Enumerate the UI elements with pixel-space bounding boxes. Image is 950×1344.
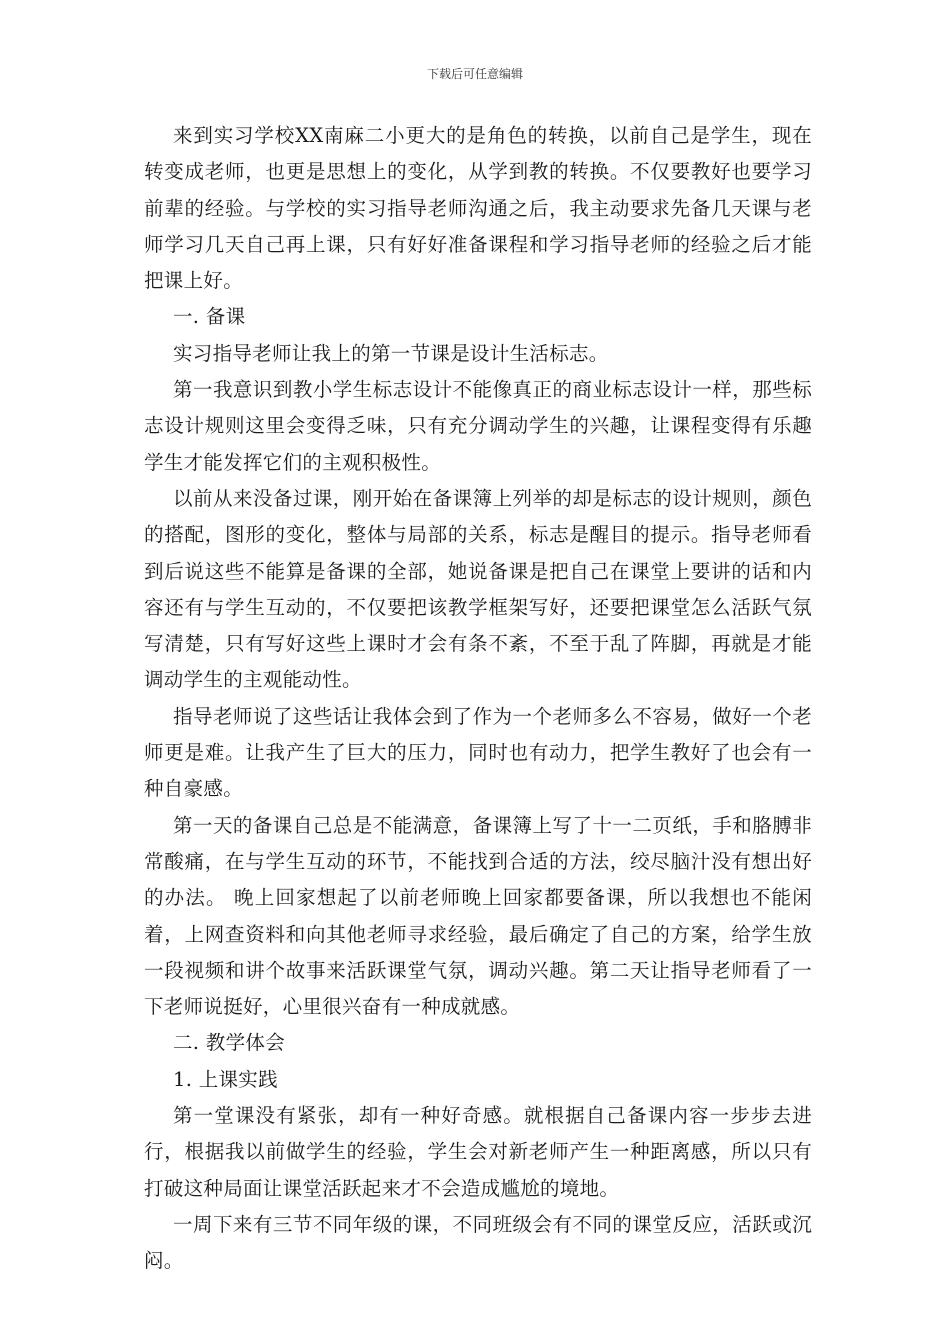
paragraph-logo-design: 第一我意识到教小学生标志设计不能像真正的商业标志设计一样，那些标志设计规则这里会变得乏味，只有充分调动学生的兴趣，让课程变得有乐趣学生才能发挥它们的主观积极性。 [144,378,812,474]
paragraph-intro: 来到实习学校XX南麻二小更大的是角色的转换，以前自己是学生，现在转变成老师，也更是思想上的变化，从学到教的转换。不仅要教好也要学习前辈的经验。与学校的实习指导老师沟通之后，我主动要求先备几天课与老师学习几天自己再上课，只有好好准备课程和学习指导老师的经验之后才能把课上好。 [144,124,812,293]
paragraph-first-class: 第一堂课没有紧张，却有一种好奇感。就根据自己备课内容一步步去进行，根据我以前做学生的经验，学生会对新老师产生一种距离感，所以只有打破这种局面让课堂活跃起来才不会造成尴尬的境地。 [144,1104,812,1200]
paragraph-reflection: 指导老师说了这些话让我体会到了作为一个老师多么不容易，做好一个老师更是难。让我产生了巨大的压力，同时也有动力，把学生教好了也会有一种自豪感。 [144,704,812,801]
section-heading-lesson-prep: 一. 备课 [173,305,246,329]
subsection-heading-practice: 1. 上课实践 [173,1067,278,1091]
paragraph-prep-process: 以前从来没备过课，刚开始在备课簿上列举的却是标志的设计规则，颜色的搭配，图形的变化，整体与局部的关系，标志是醒目的提示。指导老师看到后说这些不能算是备课的全部，她说备课是把自己在课堂上要讲的话和内容还有与学生互动的，不仅要把该教学框架写好，还要把课堂怎么活跃气氛写清楚，只有写好这些上课时才会有条不紊，不至于乱了阵脚，再就是才能调动学生的主观能动性。 [144,486,812,692]
paragraph-first-lesson: 实习指导老师让我上的第一节课是设计生活标志。 [173,341,609,365]
document-body [144,118,812,1280]
section-heading-teaching: 二. 教学体会 [173,1031,285,1055]
paragraph-first-day: 第一天的备课自己总是不能满意，备课簿上写了十一二页纸，手和胳膊非常酸痛，在与学生互动的环节，不能找到合适的方法，绞尽脑汁没有想出好的办法。 晚上回家想起了以前老师晚上回家都要备课，所以我想也不能闲着，上网查资料和向其他老师寻求经验，最后确定了自己的方案，给学生放一段视频和讲个故事来活跃课堂气氛，调动兴趣。第二天让指导老师看了一下老师说挺好，心里很兴奋有一种成就感。 [144,813,812,1019]
paragraph-week-summary: 一周下来有三节不同年级的课，不同班级会有不同的课堂反应，活跃或沉闷。 [144,1212,812,1273]
page-header: 下载后可任意编辑 [426,67,523,81]
